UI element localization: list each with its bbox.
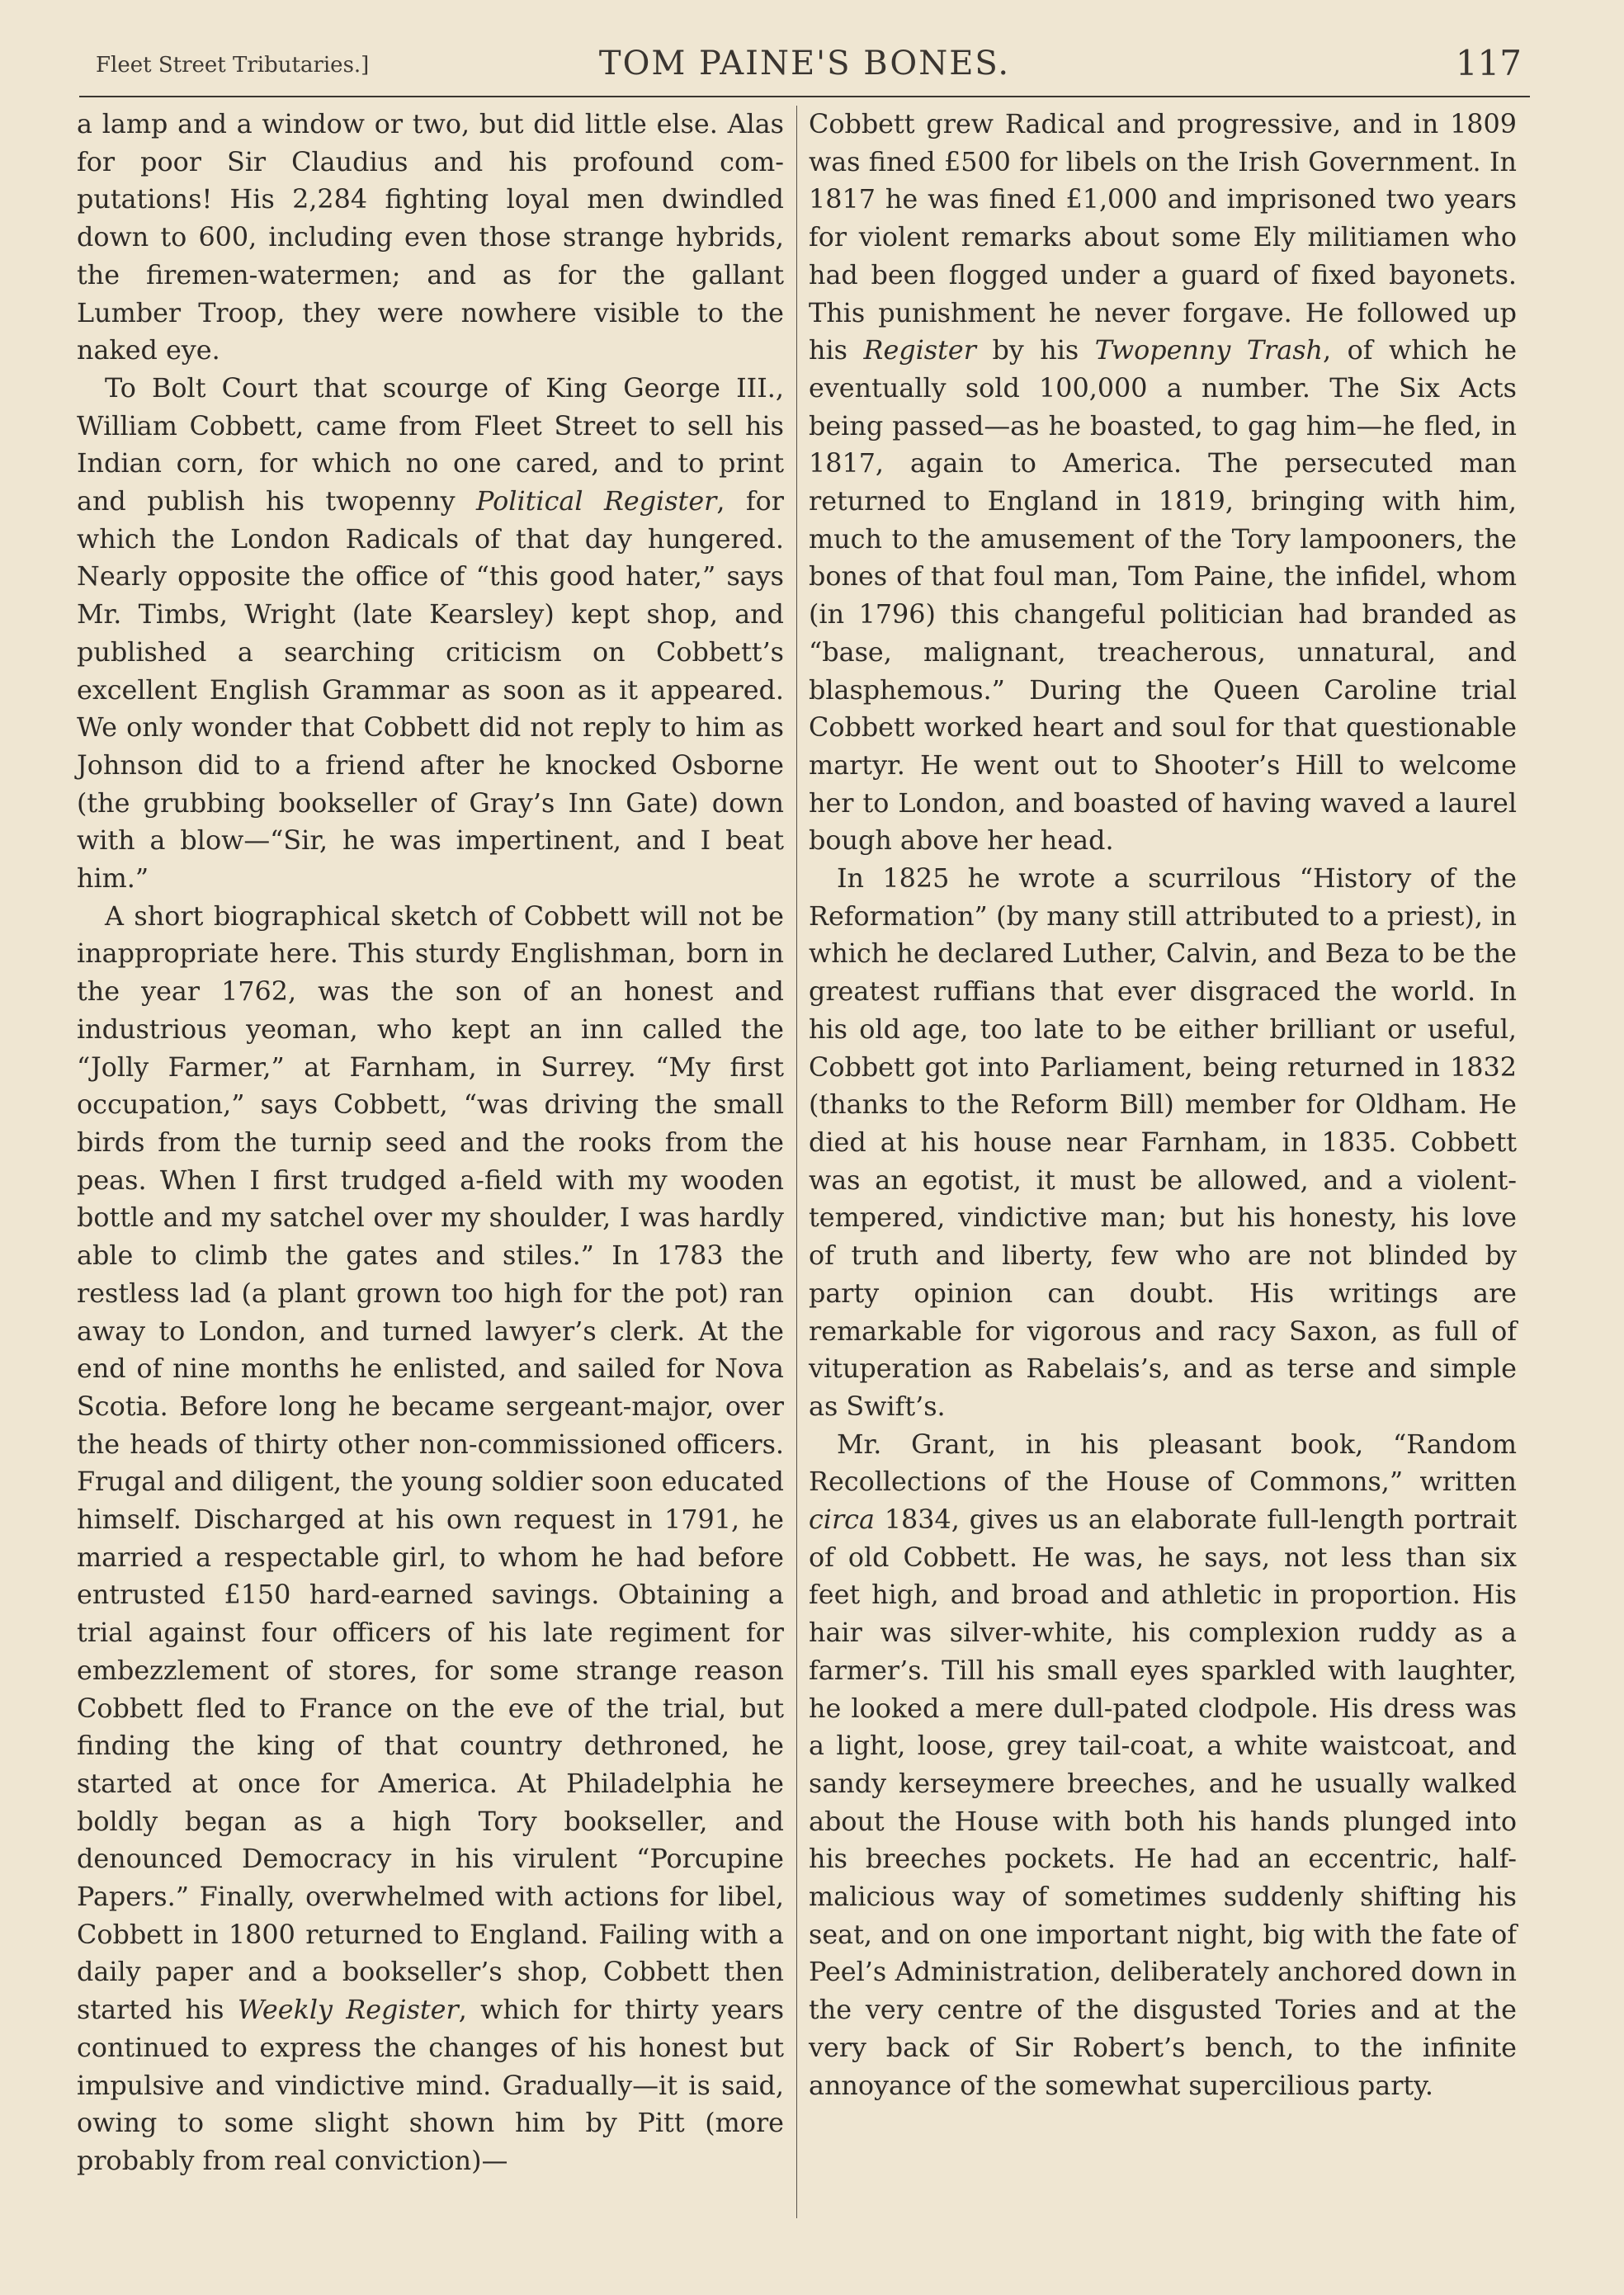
italic-title: Weekly Register xyxy=(237,1995,459,2026)
italic-title: Political Register xyxy=(476,486,717,517)
column-divider xyxy=(796,106,797,2218)
left-column xyxy=(77,106,784,2180)
paragraph: a lamp and a window or two, but did little else. Alas for poor Sir Claudius and his profound computations! His 2,284 fighting loyal men dwindled down to 600, including even those strange hybrids, the firemen-watermen; and as for the gallant Lumber Troop, they were nowhere visible to the naked eye. xyxy=(77,109,784,366)
italic-title: Twopenny Trash xyxy=(1094,335,1323,366)
section-title: Fleet Street Tributaries.] xyxy=(96,53,370,78)
italic-word: circa xyxy=(809,1504,875,1536)
page-number: 117 xyxy=(1455,43,1522,83)
right-column xyxy=(809,106,1517,2104)
italic-title: Register xyxy=(863,335,976,366)
page-title: TOM PAINE'S BONES. xyxy=(598,45,1011,83)
paragraph: Cobbett grew Radical and progressive, and in 1809 was fined £500 for libels on the Irish Government. In 1817 he was fined £1,000 and imprisoned two years for violent remarks about some Ely militiamen who had been flogged under a guard of fixed bayonets. This punishment he never forgave. He followed up his Register by his Twopenny Trash, of which he eventually sold 100,000 a number. The Six Acts being passed—as he boasted, to gag him—he fled, in 1817, again to America. The persecuted man returned to England in 1819, bringing with him, much to the amusement of the Tory lampooners, the bones of that foul man, Tom Paine, the infidel, whom (in 1796) this changeful politician had branded as “base, malignant, treacherous, unnatural, and blasphemous.” During the Queen Caroline trial Cobbett worked heart and soul for that questionable martyr. He went out to Shooter’s Hill to welcome her to London, and boasted of having waved a laurel bough above her head. xyxy=(809,109,1518,857)
paragraph: To Bolt Court that scourge of King George III., William Cobbett, came from Fleet Street to sell his Indian corn, for which no one cared, and to print and publish his twopenny Political Register, for which the London Radicals of that day hungered. Nearly opposite the office of “this good hater,” says Mr. Timbs, Wright (late Kearsley) kept shop, and published a searching criticism on Cobbett’s excellent English Grammar as soon as it appeared. We only wonder that Cobbett did not reply to him as Johnson did to a friend after he knocked Osborne (the grubbing bookseller of Gray’s Inn Gate) down with a blow—“Sir, he was impertinent, and I beat him.” xyxy=(77,372,784,895)
paragraph: In 1825 he wrote a scurrilous “History of the Reformation” (by many still attributed to a priest), in which he declared Luther, Calvin, and Beza to be the greatest ruffians that ever disgraced the world. In his old age, too late to be either brilliant or useful, Cobbett got into Parliament, being returned in 1832 (thanks to the Reform Bill) member for Oldham. He died at his house near Farnham, in 1835. Cobbett was an egotist, it must be allowed, and a violent-tempered, vindictive man; but his honesty, his love of truth and liberty, few who are not blinded by party opinion can doubt. His writings are remarkable for vigorous and racy Saxon, as full of vituperation as Rabelais’s, and as terse and simple as Swift’s. xyxy=(809,863,1517,1422)
paragraph: Mr. Grant, in his pleasant book, “Random Recollections of the House of Commons,” written circa 1834, gives us an elaborate full-length portrait of old Cobbett. He was, he says, not less than six feet high, and broad and athletic in proportion. His hair was silver-white, his complexion ruddy as a farmer’s. Till his small eyes sparkled with laughter, he looked a mere dull-pated clodpole. His dress was a light, loose, grey tail-coat, a white waistcoat, and sandy kerseymere breeches, and he usually walked about the House with both his hands plunged into his breeches pockets. He had an eccentric, half-malicious way of sometimes suddenly shifting his seat, and on one important night, big with the fate of Peel’s Administration, deliberately anchored down in the very centre of the disgusted Tories and at the very back of Sir Robert’s bench, to the infinite annoyance of the somewhat supercilious party. xyxy=(809,1428,1517,2101)
paragraph: A short biographical sketch of Cobbett will not be inappropriate here. This sturdy Englishman, born in the year 1762, was the son of an honest and industrious yeoman, who kept an inn called the “Jolly Farmer,” at Farnham, in Surrey. “My first occupation,” says Cobbett, “was driving the small birds from the turnip seed and the rooks from the peas. When I first trudged a-field with my wooden bottle and my satchel over my shoulder, I was hardly able to climb the gates and stiles.” In 1783 the restless lad (a plant grown too high for the pot) ran away to London, and turned lawyer’s clerk. At the end of nine months he enlisted, and sailed for Nova Scotia. Before long he became sergeant-major, over the heads of thirty other non-commissioned officers. Frugal and diligent, the young soldier soon educated himself. Discharged at his own request in 1791, he married a respectable girl, to whom he had before entrusted £150 hard-earned savings. Obtaining a trial against four officers of his late regiment for embezzlement of stores, for some strange reason Cobbett fled to France on the eve of the trial, but finding the king of that country dethroned, he started at once for America. At Philadelphia he boldly began as a high Tory bookseller, and denounced Democracy in his virulent “Porcupine Papers.” Finally, overwhelmed with actions for libel, Cobbett in 1800 returned to England. Failing with a daily paper and a bookseller’s shop, Cobbett then started his Weekly Register, which for thirty years continued to express the changes of his honest but impulsive and vindictive mind. Gradually—it is said, owing to some slight shown him by Pitt (more probably from real conviction)— xyxy=(77,900,785,2176)
running-head xyxy=(79,35,1530,97)
